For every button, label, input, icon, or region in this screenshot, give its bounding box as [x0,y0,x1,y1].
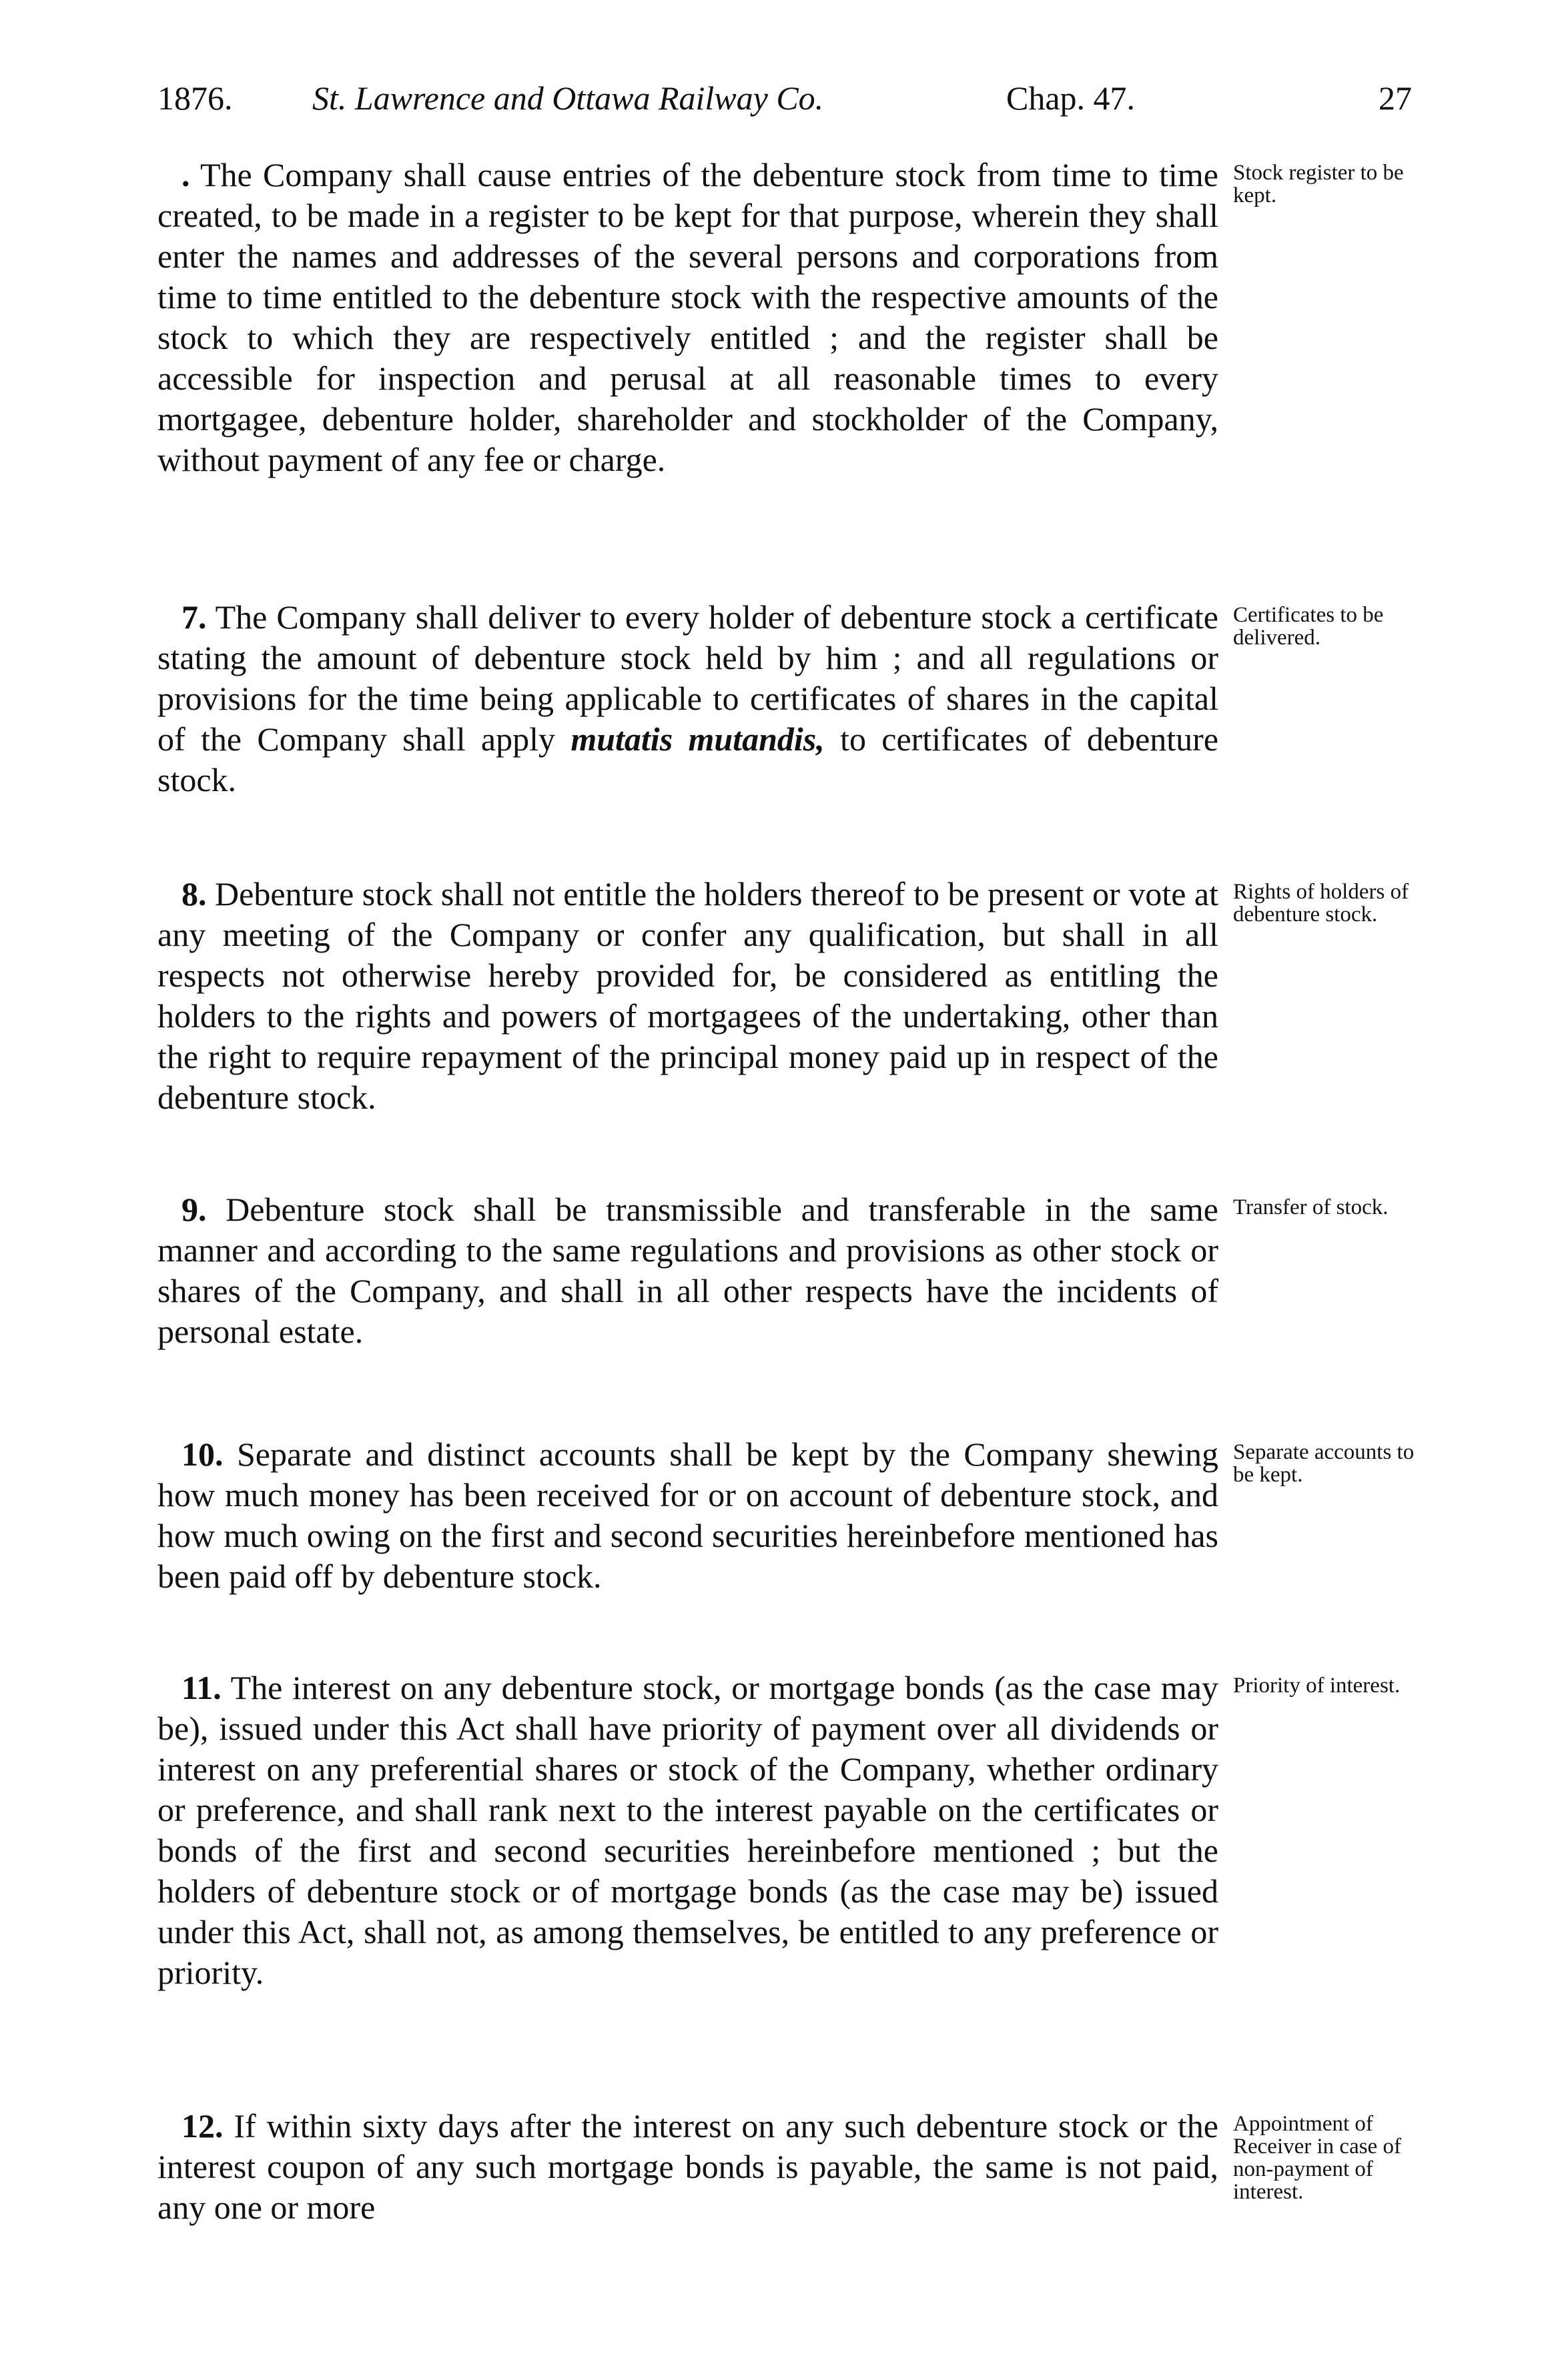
margin-note-receiver: Appointment of Receiver in case of non-payment of interest. [1233,2112,1401,2204]
section-9 [157,1189,1218,1352]
margin-note-rights: Rights of holders of debenture stock. [1233,880,1409,927]
margin-note-priority: Priority of interest. [1233,1674,1401,1698]
section-text: The interest on any debenture stock, or mortgage bonds (as the case may be), issued under this Act shall have priority of payment over all dividends or interest on any preferential shares or stock of the Company, whether ordinary or preference, and shall rank next to the interest payable on the certificates or bonds of the first and second securities hereinbefore mentioned ; but the holders of debenture stock or of mortgage bonds (as the case may be) issued under this Act, shall not, as among themselves, be entitled to any preference or priority. [157,1669,1218,1991]
section-number: 11. [181,1669,222,1706]
section-text: The Company shall deliver to every holder of debenture stock a certificate stating the amount of debenture stock held by him ; and all regulations or provisions for the time being applicable to certificates of shares in the capital of the Company shall apply [157,598,1218,758]
margin-note-transfer: Transfer of stock. [1233,1195,1389,1219]
section-8 [157,874,1218,1118]
section-10 [157,1434,1218,1597]
header-chapter: Chap. 47. [1006,79,1136,117]
header-year: 1876. [157,79,233,117]
section-number: 10. [181,1435,224,1473]
section-6 [157,155,1218,480]
margin-note-stock-register: Stock register to be kept. [1233,161,1404,207]
section-number: 8. [181,875,207,913]
margin-note-accounts: Separate accounts to be kept. [1233,1440,1415,1487]
section-number: 7. [181,598,207,636]
section-number: 12. [181,2107,224,2145]
section-text: Debenture stock shall be transmissible and transferable in the same manner and according to the same regulations and provisions as other stock or shares of the Company, and shall in all other respects have the incidents of personal estate. [157,1191,1218,1350]
section-11 [157,1668,1218,1993]
section-text-continued: to certificates of debenture stock. [157,720,1219,798]
section-12 [157,2106,1218,2228]
section-7 [157,597,1218,800]
section-italic-phrase: mutatis mutandis, [570,720,825,758]
section-text: Separate and distinct accounts shall be kept by the Company shewing how much money has been received for or on account of debenture stock, and how much owing on the first and second securities hereinbefore mentioned has been paid off by debenture stock. [157,1435,1218,1595]
section-text: If within sixty days after the interest on any such debenture stock or the interest coupon of any such mortgage bonds is payable, the same is not paid, any one or more [157,2107,1218,2226]
page-number: 27 [1379,79,1412,117]
section-text: The Company shall cause entries of the debenture stock from time to time created, to be made in a register to be kept for that purpose, wherein they shall enter the names and addresses of the several persons and corporations from time to time entitled to the debenture stock with the respective amounts of the stock to which they are respectively entitled ; and the register shall be accessible for inspection and perusal at all reasonable times to every mortgagee, debenture holder, shareholder and stockholder of the Company, without payment of any fee or charge. [157,156,1218,478]
margin-note-certificates: Certificates to be delivered. [1233,603,1384,650]
section-number: 9. [181,1191,207,1228]
header-title: St. Lawrence and Ottawa Railway Co. [312,79,824,117]
running-header [157,79,1412,132]
section-number: . [181,156,190,193]
section-text: Debenture stock shall not entitle the holders thereof to be present or vote at any meeting of the Company or confer any qualification, but shall in all respects not otherwise hereby provided for, be considered as entitling the holders to the rights and powers of mortgagees of the undertaking, other than the right to require repayment of the principal money paid up in respect of the debenture stock. [157,875,1219,1116]
